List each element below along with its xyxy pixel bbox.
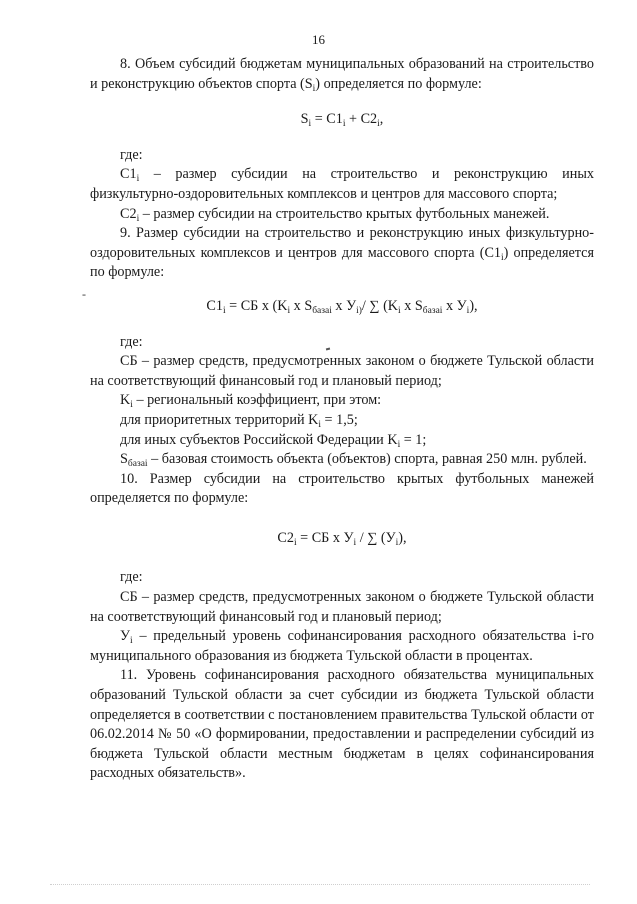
where-label-3: где: <box>120 569 143 586</box>
sb-definition-2: СБ – размер средств, предусмотренных законом о бюджете Тульской области на соответствующий финансовый год и плановый период; <box>90 589 594 625</box>
p9-end: ) определяется по формуле: <box>90 244 594 281</box>
f2-t3: x S <box>290 297 313 314</box>
ui-sub: i <box>130 636 133 647</box>
page-number: 16 <box>312 32 325 47</box>
formula-c2 <box>90 529 594 549</box>
f1-d: , <box>379 111 384 128</box>
f2-s6: базаi <box>422 305 443 316</box>
ui-symbol: У <box>120 628 131 645</box>
f3-s3: i <box>395 537 399 548</box>
ki-sub: i <box>130 400 133 411</box>
sbase-symbol: S <box>120 451 128 468</box>
paragraph-10: 10. Размер субсидии на строительство крытых футбольных манежей определяется по формуле: <box>90 470 594 507</box>
p9-sub: i <box>501 252 504 263</box>
priority-territories <box>90 411 594 431</box>
sbase-text: – базовая стоимость объекта (объектов) спорта, равная 250 млн. рублей. <box>147 451 587 468</box>
c2-definition <box>90 205 594 225</box>
f3-t2: = СБ x У <box>296 529 354 546</box>
f1-a: S <box>300 111 309 128</box>
p8-end: ) определяется по формуле: <box>315 75 482 92</box>
sbase-definition <box>90 450 594 470</box>
prio-text: для приоритетных территорий K <box>120 411 319 428</box>
f2-s2: i <box>287 305 291 316</box>
scan-edge-line <box>50 884 590 885</box>
sbase-sub: базаi <box>127 459 148 470</box>
p8-sub: i <box>312 83 316 94</box>
c2-text: – размер субсидии на строительство крытых футбольных манежей. <box>139 205 550 222</box>
f3-t4: ), <box>398 529 407 546</box>
f2-t6: x S <box>400 297 423 314</box>
f1-c: + C2 <box>345 111 378 128</box>
f3-s1: i <box>293 537 297 548</box>
f2-t1: C1 <box>206 297 223 314</box>
f1-b-sub: i <box>342 119 346 130</box>
c1-symbol: C1 <box>120 166 137 183</box>
p9-text: 9. Размер субсидии на строительство и реконструкцию иных физкультурно-оздоровительных комплексов и центров для массового спорта (C1 <box>90 225 594 261</box>
f2-t5: / ∑ (K <box>361 297 399 314</box>
f3-s2: i <box>353 537 357 548</box>
f2-t8: ), <box>469 297 478 314</box>
f3-t1: C2 <box>277 529 294 546</box>
document-body <box>90 55 594 784</box>
f2-t7: x У <box>442 297 467 314</box>
f1-c-sub: i <box>377 119 380 130</box>
prio-sub: i <box>318 419 321 430</box>
f2-s3: базаi <box>312 305 332 316</box>
other-value: = 1; <box>400 431 427 448</box>
other-sub: i <box>397 439 401 450</box>
scan-mark: - <box>82 287 86 301</box>
f3-t3: / ∑ (У <box>356 529 396 546</box>
other-text: для иных субъектов Российской Федерации K <box>120 431 398 448</box>
c1-definition <box>90 165 594 204</box>
where-label-2: где: <box>120 333 143 350</box>
prio-value: = 1,5; <box>321 411 358 428</box>
ki-definition <box>90 391 594 411</box>
formula-si <box>90 110 594 130</box>
p8-text: 8. Объем субсидий бюджетам муниципальных образований на строительство и реконструкцию объектов спорта (S <box>90 56 594 92</box>
c2-symbol: C2 <box>120 205 137 222</box>
paragraph-11: 11. Уровень софинансирования расходного обязательства муниципальных образований Тульской области за счет субсидии из бюджета Тульской области определяется в соответствии с постановлением правительства Тульской области от 06.02.2014 № 50 «О формировании, предоставлении и распределении субсидий из бюджета Тульской области местным бюджетам в целях софинансирования расходных обязательств». <box>90 667 594 782</box>
other-subjects <box>90 431 594 451</box>
ki-symbol: K <box>120 392 131 409</box>
f2-s5: i <box>398 305 401 316</box>
ui-definition <box>90 627 594 666</box>
f1-b: = C1 <box>311 111 343 128</box>
c2-sub: i <box>136 213 140 224</box>
c1-sub: i <box>136 174 140 185</box>
formula-c1 <box>90 297 594 317</box>
sb-definition-1: СБ – размер средств, предусмотренных законом о бюджете Тульской области на соответствующий финансовый год и плановый период; <box>90 353 594 389</box>
f2-t2: = СБ x (K <box>225 297 288 314</box>
f1-a-sub: i <box>308 119 312 130</box>
f2-s4: i) <box>356 305 362 316</box>
ki-text: – региональный коэффициент, при этом: <box>132 392 382 409</box>
paragraph-8 <box>90 55 594 94</box>
ui-text: – предельный уровень софинансирования расходного обязательства i-го муниципального образования из бюджета Тульской области в процентах. <box>90 628 594 664</box>
c1-text: – размер субсидии на строительство и реконструкцию иных физкультурно-оздоровительных комплексов и центров для массового спорта; <box>90 166 594 202</box>
f2-s1: i <box>222 305 226 316</box>
paragraph-9 <box>90 224 594 283</box>
f2-s7: i <box>466 305 470 316</box>
f2-t4: x У <box>331 297 357 314</box>
where-label-1: где: <box>120 146 143 163</box>
